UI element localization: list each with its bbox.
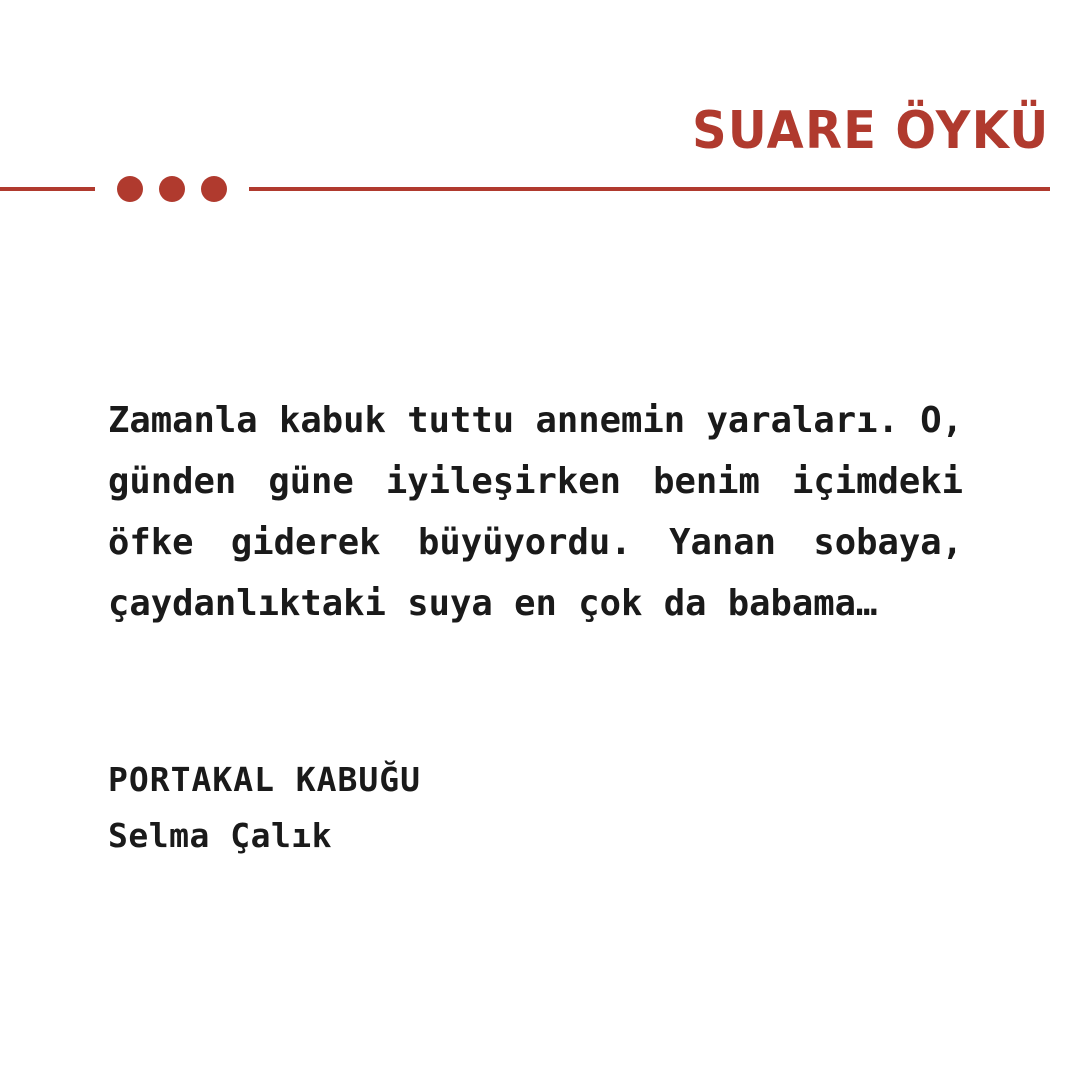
- card-content: [108, 390, 980, 864]
- dot-icon: [117, 176, 143, 202]
- story-title: PORTAKAL KABUĞU: [108, 760, 422, 799]
- divider-right-segment: [249, 187, 1050, 191]
- dot-icon: [201, 176, 227, 202]
- divider-left-segment: [0, 187, 95, 191]
- dot-group-icon: [117, 176, 227, 202]
- brand-title: SUARE ÖYKÜ: [692, 101, 1050, 161]
- card-header: [0, 0, 1080, 230]
- author-name: Selma Çalık: [108, 816, 333, 855]
- quote-text: Zamanla kabuk tuttu annemin yaraları. O, günden güne iyileşirken benim içimdeki öfke giderek büyüyordu. Yanan sobaya, çaydanlıktaki suya en çok da babama…: [108, 400, 963, 624]
- dot-icon: [159, 176, 185, 202]
- header-divider: [0, 176, 1050, 202]
- quote-attribution: [108, 752, 980, 864]
